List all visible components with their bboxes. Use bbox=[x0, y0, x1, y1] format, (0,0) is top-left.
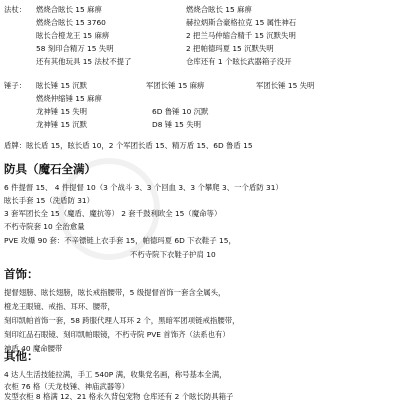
others-heading: 其他： bbox=[4, 349, 39, 363]
hammer-row-4-b: D8 锤 15 失明 bbox=[152, 120, 202, 129]
hammer-row-2-a: 燃烧仲缩锤 15 麻痹 bbox=[36, 94, 102, 103]
hammer-row-1-b: 军团长锤 15 麻痹 bbox=[146, 81, 205, 90]
armor-line-6: 不朽寺院下衣鞋子护肩 10 bbox=[130, 250, 216, 259]
hammer-label: 锤子： bbox=[4, 81, 27, 90]
staff-row-3-right: 2 把兰马仲缩合精千 15 沉默失明 bbox=[186, 31, 296, 40]
staff-row-2-right: 赫拉炳斯合豪格拉克 15 属性神石 bbox=[186, 18, 297, 27]
others-line-2: 衣柜 76 格（天龙枝锤、神庙武器等） bbox=[4, 382, 129, 391]
accessories-line-3: 刻印凯帕首饰一套，58 跨服代理人耳环 2 个，黑暗军团项链戒指腰带， bbox=[4, 316, 240, 325]
accessories-line-4: 刻印红品石眼镜、刻印凯帕眼镜，不朽寺院 PVE 首饰齐（法系也有） bbox=[4, 330, 230, 339]
accessories-line-1: 提督翅膀、眩长翅膀，眩长戒指腰带，5 级提督首饰一套含全属头， bbox=[4, 288, 226, 297]
armor-line-5: PVE 攻爆 90 套：不辛镖链上衣手套 15，帕德玛夏 6D 下衣鞋子 15， bbox=[4, 236, 236, 245]
accessories-line-5: 神盾 40 魔命腰带 bbox=[4, 344, 63, 353]
shield-line: 盾牌：眩长盾 15，眩长盾 10，2 个军团长盾 15、精万盾 15、6D 鲁盾 15 bbox=[4, 141, 253, 150]
armor-line-3: 3 套军团长全 15（魔盾、魔抗等） 2 套千鼓利欧全 15（魔命等） bbox=[4, 209, 222, 218]
staff-row-4-left: 58 刻印合精万 15 失明 bbox=[36, 44, 114, 53]
hammer-row-3-a: 龙神锤 15 失明 bbox=[36, 107, 88, 116]
accessories-line-2: 橙龙王眼镜、戒指、耳环、腰带， bbox=[4, 302, 115, 311]
accessories-heading: 首饰： bbox=[4, 267, 39, 281]
armor-line-2: 眩长手套 15（洗盾防 31） bbox=[4, 196, 95, 205]
staff-row-4-right: 2 把帕德玛夏 15 沉默失明 bbox=[186, 44, 274, 53]
others-line-3: 发型衣柜 8 格满 12、21 格永久背包宠物 仓库还有 2 个眩长防具箱子 bbox=[4, 392, 234, 401]
staff-row-1-left: 燃烧合眩长 15 麻痹 bbox=[36, 5, 102, 14]
staff-row-5-right: 仓库还有 1 个眩长武器箱子没开 bbox=[186, 57, 292, 66]
hammer-row-3-b: 6D 鲁锤 10 沉默 bbox=[152, 107, 209, 116]
staff-row-3-left: 眩长合橙龙王 15 麻痹 bbox=[36, 31, 110, 40]
staff-row-1-right: 燃烧合眩长 15 麻痹 bbox=[186, 5, 252, 14]
armor-heading: 防具（魔石全满） bbox=[4, 162, 96, 176]
staff-label: 法杖： bbox=[4, 5, 27, 14]
hammer-row-4-a: 龙神锤 15 沉默 bbox=[36, 120, 88, 129]
staff-row-5-left: 还有其他玩具 15 法杖不提了 bbox=[36, 57, 132, 66]
hammer-row-1-a: 眩长锤 15 沉默 bbox=[36, 81, 88, 90]
hammer-row-1-c: 军团长锤 15 失明 bbox=[256, 81, 315, 90]
others-line-1: 4 达人生活技能拉满，手工 540P 满，收集党名画，称号基本全满， bbox=[4, 370, 227, 379]
armor-line-4: 不朽寺院套 10 全治愈量 bbox=[4, 222, 85, 231]
staff-row-2-left: 燃烧合眩长 15 3760 bbox=[36, 18, 106, 27]
armor-line-1: 6 件提督 15、 4 件提督 10（3 个战斗 3、3 个回血 3、3 个攀爬 3、一个盾防 31） bbox=[4, 183, 283, 192]
